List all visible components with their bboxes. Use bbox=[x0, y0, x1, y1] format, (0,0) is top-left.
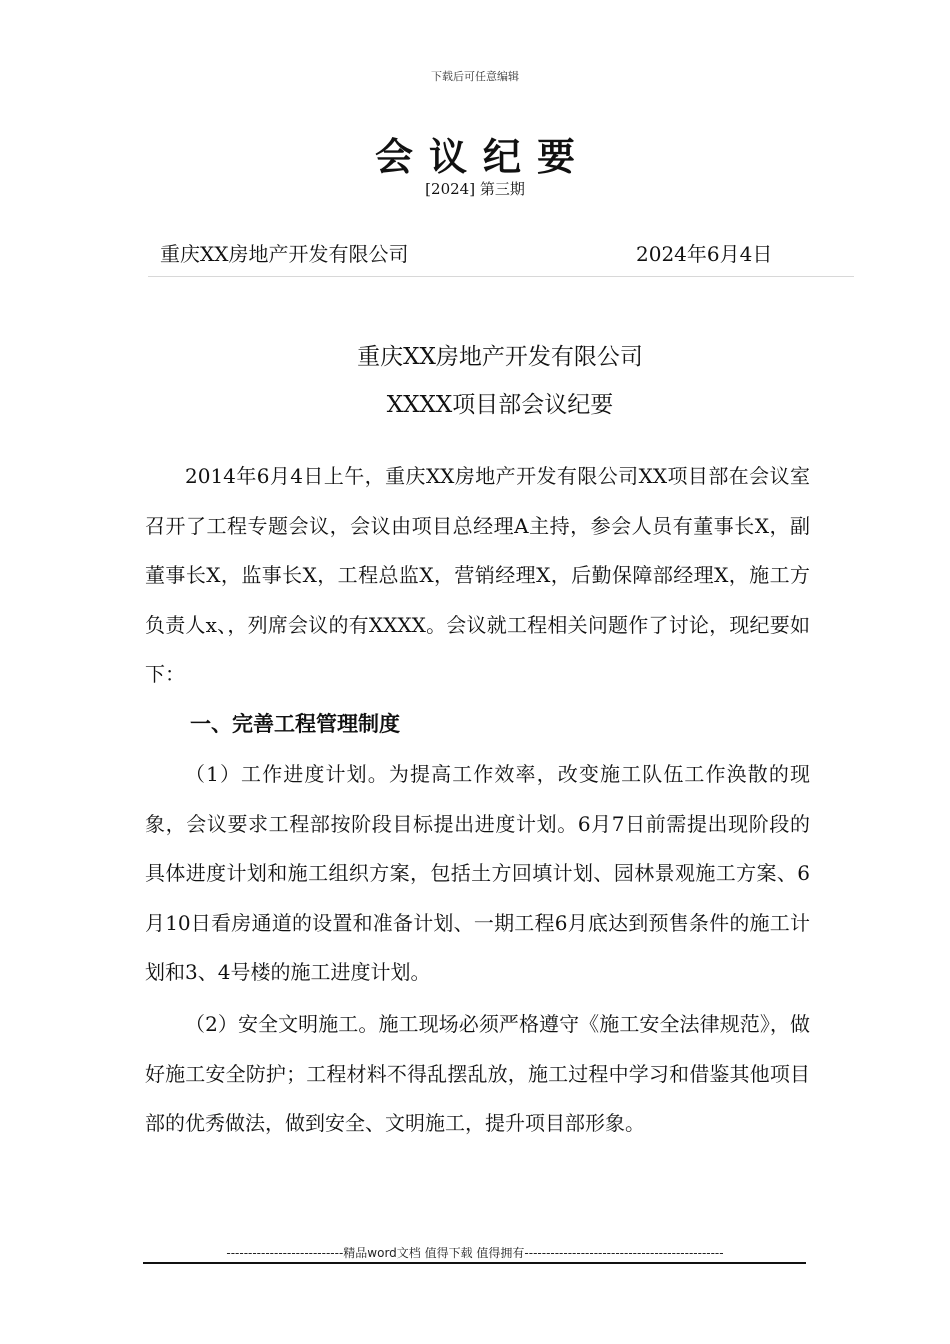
intro-paragraph: 2014年6月4日上午，重庆XX房地产开发有限公司XX项目部在会议室召开了工程专题会议，会议由项目总经理A主持，参会人员有董事长X，副董事长X，监事长X，工程总监X，营销经理X，后勤保障部经理X，施工方负责人x、，列席会议的有XXXX。会议就工程相关问题作了讨论，现纪要如下： bbox=[145, 464, 810, 686]
top-note: 下载后可任意编辑 bbox=[431, 70, 519, 83]
heading-company: 重庆XX房地产开发有限公司 bbox=[357, 344, 643, 370]
item-paragraph-2: （2）安全文明施工。施工现场必须严格遵守《施工安全法律规范》，做好施工安全防护；工程材料不得乱摆乱放，施工过程中学习和借鉴其他项目部的优秀做法，做到安全、文明施工，提升项目部形象。 bbox=[145, 1012, 810, 1135]
document-title: 会议纪要 bbox=[374, 134, 591, 179]
organization-name: 重庆XX房地产开发有限公司 bbox=[160, 242, 409, 266]
heading-subtitle: XXXX项目部会议纪要 bbox=[386, 392, 614, 418]
footer-divider bbox=[143, 1262, 806, 1264]
issue-number: [2024] 第三期 bbox=[425, 180, 525, 198]
item-paragraph-1: （1）工作进度计划。为提高工作效率，改变施工队伍工作涣散的现象，会议要求工程部按阶段目标提出进度计划。6月7日前需提出现阶段的具体进度计划和施工组织方案，包括土方回填计划、园林景观施工方案、6月10日看房通道的设置和准备计划、一期工程6月底达到预售条件的施工计划和3、4号楼的施工进度计划。 bbox=[145, 762, 810, 984]
header-divider bbox=[148, 276, 854, 277]
section-heading: 一、完善工程管理制度 bbox=[190, 712, 400, 736]
meeting-date: 2024年6月4日 bbox=[636, 242, 773, 266]
footer-note: ---------------------------精品word文档 值得下载 值得拥有---------------------------------------------- bbox=[226, 1246, 724, 1260]
